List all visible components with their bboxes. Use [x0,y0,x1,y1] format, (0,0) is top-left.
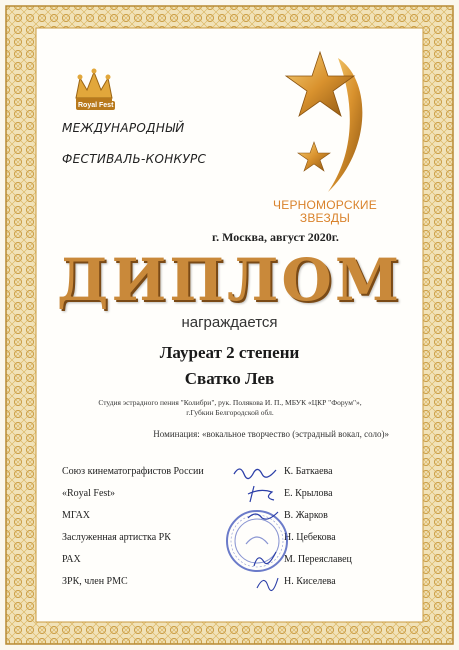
jury-row [62,532,382,554]
place-date: г. Москва, август 2020г. [212,230,339,244]
jury-list [62,466,382,598]
jury-name: Н. Цебекова [284,532,336,543]
signature-krylova [244,482,278,506]
signature-batkaeva [232,462,278,480]
jury-org: Заслуженная артистка РК [62,532,171,543]
royal-fest-logo-text: Royal Fest [78,102,114,109]
jury-org: МГАХ [62,510,91,521]
jury-org: ЗРК, член РМС [62,576,128,587]
laureate-degree: Лауреат 2 степени [159,343,300,362]
festival-title-line1: МЕЖДУНАРОДНЫЙ [62,121,185,135]
jury-name: Н. Киселева [284,576,336,587]
jury-name: М. Переяславец [284,554,352,565]
studio-line1: Студия эстрадного пения "Колибри", рук. Полякова И. П., МБУК «ЦКР "Форум"», [98,398,362,407]
brand-line1: ЧЕРНОМОРСКИЕ [273,198,377,212]
jury-name: К. Баткаева [284,466,333,477]
jury-org: «Royal Fest» [62,488,116,499]
jury-row [62,576,382,598]
jury-name: В. Жарков [284,510,328,521]
brand-line2: ЗВЕЗДЫ [299,211,351,225]
nomination: Номинация: «вокальное творчество (эстрадный вокал, соло)» [153,429,389,439]
jury-org: Союз кинематографистов России [62,466,204,477]
jury-org: РАХ [62,554,81,565]
signature-kiseleva [254,572,280,592]
jury-row [62,554,382,576]
signature-pereyaslavets [250,548,280,570]
diploma-title: ДИПЛОМ [56,246,403,314]
signature-zharkov [246,508,280,524]
awarded-text: награждается [181,314,278,331]
jury-row [62,466,382,488]
jury-row [62,510,382,532]
studio-line2: г.Губкин Белгородской обл. [186,408,274,417]
recipient-name: Сватко Лев [184,369,275,388]
jury-name: Е. Крылова [284,488,333,499]
festival-title-line2: ФЕСТИВАЛЬ-КОНКУРС [62,152,207,166]
stars-logo-icon [268,50,376,198]
jury-row [62,488,382,510]
